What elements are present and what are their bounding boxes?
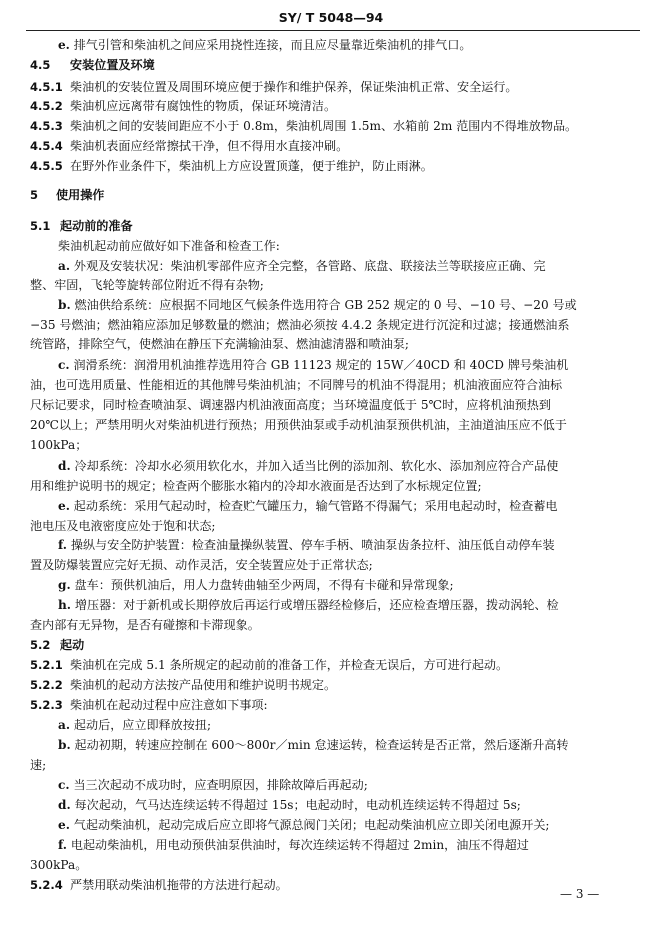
list-item: c. 润滑系统：润滑用机油推荐选用符合 GB 11123 规定的 15W／40CD 和 40CD 牌号柴油机 — [58, 358, 569, 372]
list-item-continuation: 查内部有无异物，是否有碰擦和卡滞现象。 — [30, 618, 260, 632]
clause: 4.5.3 柴油机之间的安装间距应不小于 0.8m，柴油机周围 1.5m、水箱前 2m 范围内不得堆放物品。 — [30, 119, 578, 133]
clause: 5.2.1 柴油机在完成 5.1 条所规定的起动前的准备工作，并检查无误后，方可进行起动。 — [30, 658, 509, 672]
list-item-continuation: 20℃以上；严禁用明火对柴油机进行预热；用预供油泵或手动机油泵预供机油，主油道油压应不低于 — [30, 418, 567, 432]
clause: 5.2.3 柴油机在起动过程中应注意如下事项: — [30, 698, 268, 712]
list-item: d. 冷却系统：冷却水必须用软化水，并加入适当比例的添加剂、软化水、添加剂应符合产品使 — [58, 459, 559, 473]
list-item: a. 起动后，应立即释放按扭; — [58, 718, 212, 732]
list-item-continuation: 油，也可选用质量、性能相近的其他牌号柴油机油；不同牌号的机油不得混用；机油液面应符合油标 — [30, 378, 563, 392]
list-item-continuation: 100kPa； — [30, 438, 88, 452]
list-item-continuation: 尺标记要求，同时检查喷油泵、调速器内机油液面高度；当环境温度低于 5℃时，应将机油预热到 — [30, 398, 551, 412]
list-item: a. 外观及安装状况：柴油机零部件应齐全完整，各管路、底盘、联接法兰等联接应正确、完 — [58, 259, 546, 273]
list-item-continuation: 统管路，排除空气，使燃油在静压下充满输油泵、燃油滤清器和喷油泵; — [30, 337, 409, 351]
section-heading: 5.1 起动前的准备 — [30, 219, 133, 233]
clause: 4.5.1 柴油机的安装位置及周围环境应便于操作和维护保养，保证柴油机正常、安全运行。 — [30, 80, 518, 94]
list-item: e. 起动系统：采用气起动时，检查贮气罐压力，输气管路不得漏气；采用电起动时，检查蓄电 — [58, 499, 558, 513]
clause: 4.5.4 柴油机表面应经常擦拭干净，但不得用水直接冲刷。 — [30, 139, 349, 153]
page-number: — 3 — — [560, 887, 600, 901]
list-item: b. 起动初期，转速应控制在 600～800r／min 怠速运转，检查运转是否正常，然后逐渐升高转 — [58, 738, 569, 752]
list-item: f. 电起动柴油机，用电动预供油泵供油时，每次连续运转不得超过 2min，油压不得超过 — [58, 838, 529, 852]
paragraph: 柴油机起动前应做好如下准备和检查工作: — [58, 239, 280, 253]
clause: 4.5.2 柴油机应远离带有腐蚀性的物质，保证环境清洁。 — [30, 99, 337, 113]
list-item: b. 燃油供给系统：应根据不同地区气候条件选用符合 GB 252 规定的 0 号、−10 号、−20 号或 — [58, 298, 577, 312]
list-item-continuation: 池电压及电液密度应处于饱和状态; — [30, 519, 216, 533]
list-item: g. 盘车：预供机油后，用人力盘转曲轴至少两周，不得有卡碰和异常现象; — [58, 578, 454, 592]
header-rule — [26, 30, 640, 31]
page-header: SY/ T 5048—94 — [278, 10, 384, 25]
list-item: h. 增压器：对于新机或长期停放后再运行或增压器经检修后，还应检查增压器，拨动涡轮、检 — [58, 598, 559, 612]
section-heading: 5.2 起动 — [30, 638, 85, 652]
clause: 4.5.5 在野外作业条件下，柴油机上方应设置顶蓬，便于维护，防止雨淋。 — [30, 159, 433, 173]
list-item: e. 气起动柴油机，起动完成后应立即将气源总阀门关闭；电起动柴油机应立即关闭电源开关; — [58, 818, 550, 832]
section-heading: 4.5 安装位置及环境 — [30, 58, 155, 72]
list-item: f. 操纵与安全防护装置：检查油量操纵装置、停车手柄、喷油泵齿条拉杆、油压低自动停车装 — [58, 538, 555, 552]
list-item: c. 当三次起动不成功时，应查明原因，排除故障后再起动; — [58, 778, 368, 792]
chapter-heading: 5 使用操作 — [30, 188, 105, 202]
list-item-continuation: 用和维护说明书的规定；检查两个膨胀水箱内的冷却水液面是否达到了水标规定位置; — [30, 479, 482, 493]
clause: 5.2.2 柴油机的起动方法按产品使用和维护说明书规定。 — [30, 678, 337, 692]
list-item: e. 排气引管和柴油机之间应采用挠性连接，而且应尽量靠近柴油机的排气口。 — [58, 38, 472, 52]
list-item-continuation: 置及防爆装置应完好无损、动作灵活，安全装置应处于正常状态; — [30, 558, 373, 572]
list-item: d. 每次起动，气马达连续运转不得超过 15s；电起动时，电动机连续运转不得超过 5s; — [58, 798, 521, 812]
clause: 5.2.4 严禁用联动柴油机拖带的方法进行起动。 — [30, 878, 288, 892]
list-item-continuation: 整、牢固，飞轮等旋转部位附近不得有杂物; — [30, 278, 264, 292]
list-item-continuation: 300kPa。 — [30, 858, 88, 872]
list-item-continuation: −35 号燃油；燃油箱应添加足够数量的燃油；燃油必须按 4.4.2 条规定进行沉淀和过滤；接通燃油系 — [30, 318, 570, 332]
list-item-continuation: 速; — [30, 758, 47, 772]
